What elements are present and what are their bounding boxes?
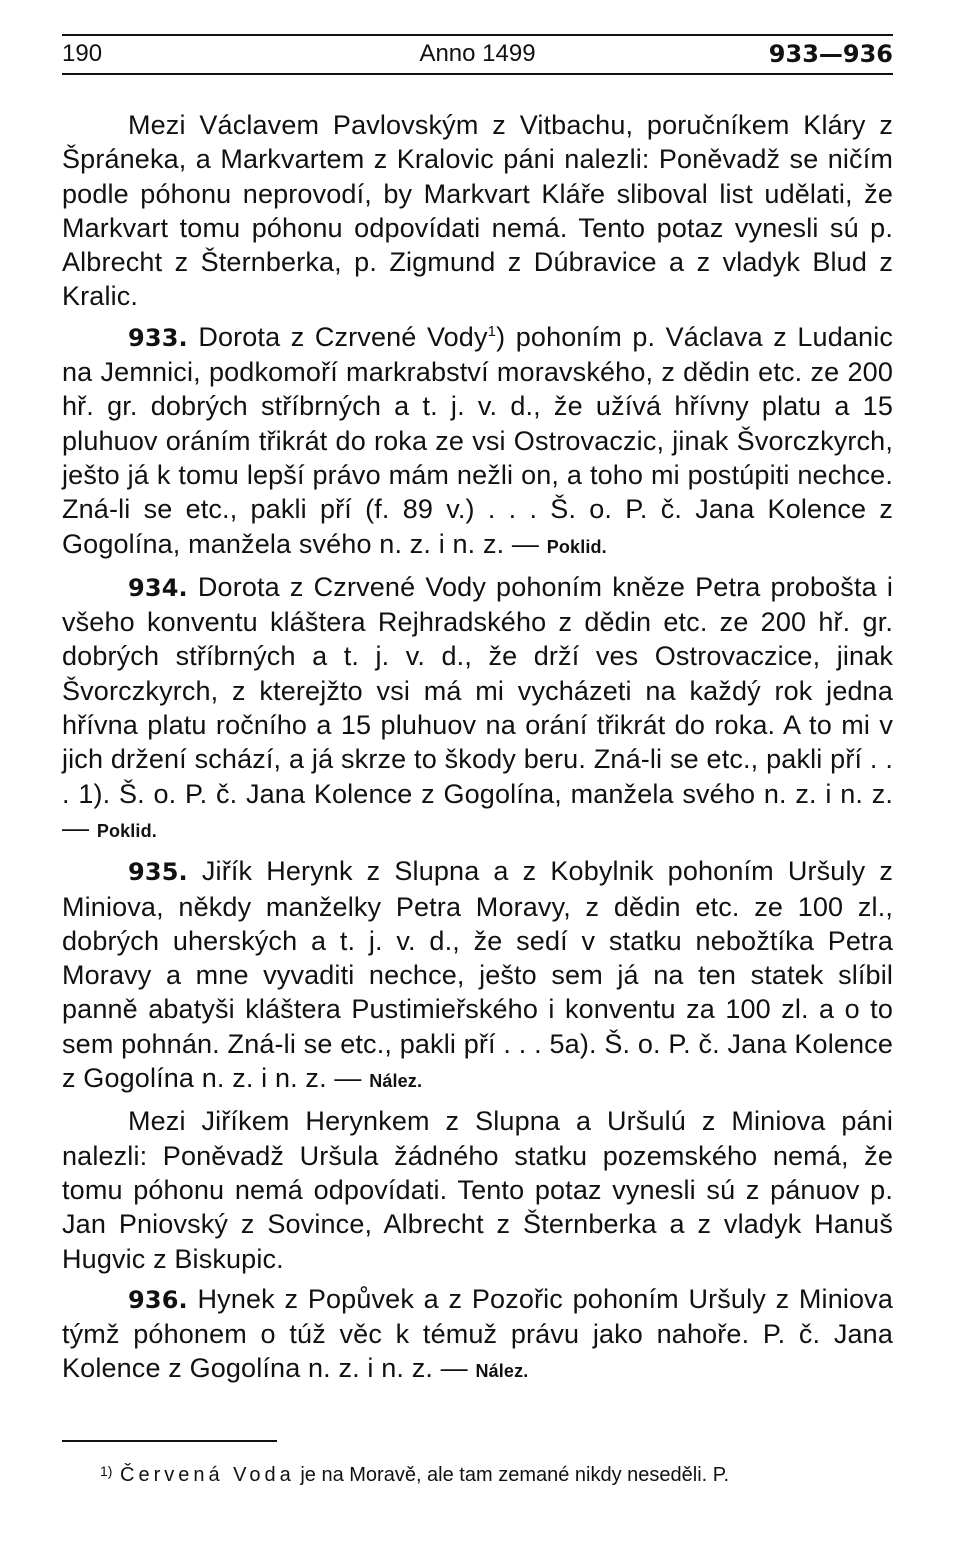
- entry-verdict: Poklid.: [546, 536, 607, 557]
- entry-933: [62, 320, 893, 564]
- entry-verdict: Poklid.: [96, 820, 157, 841]
- entry-verdict: Nález.: [475, 1361, 529, 1382]
- entry-range: 933—936: [768, 40, 893, 68]
- footnote-reference: 1: [487, 322, 497, 340]
- entry-text: Hynek z Popůvek a z Pozořic pohoním Uršuly z Miniova týmž póhonem o túž věc k témuž právu jako nahoře. P. č. Jana Kolence z Gogolína n. z. i n. z. —: [62, 1283, 893, 1384]
- page-number: 190: [62, 40, 103, 67]
- footnote-rule: [62, 1440, 277, 1442]
- footnote-mark: 1): [100, 1463, 113, 1479]
- entry-934: [62, 570, 893, 848]
- entry-verdict: Nález.: [369, 1071, 423, 1092]
- entry-text-continued: ) pohoním p. Václava z Ludanic na Jemnici, podkomoří markrabství moravského, z dědin etc. ze 200 hř. gr. dobrých stříbrných a t. j. v. d., že užívá hřívny platu a 15 pluhuov oráním třikrát do roka ze vsi Ostrovaczic, jinak Švorczkyrch, ješto já k tomu lepší právo mám nežli on, a toho mi postúpiti nechce. Zná-li se etc., pakli pří (f. 89 v.) . . . Š. o. P. č. Jana Kolence z Gogolína, manžela svého n. z. i n. z. —: [62, 321, 893, 559]
- paragraph-935-ruling: Mezi Jiříkem Herynkem z Slupna a Uršulú z Miniova páni nalezli: Poněvadž Uršula žádného statku pozemského nemá, že tomu póhonu nemá odpovídati. Tento potaz vynesli sú z pánuov p. Jan Pniovský z Sovince, Albrecht z Šternberka a z vladyk Hanuš Hugvic z Biskupic.: [62, 1106, 893, 1274]
- entry-936: [62, 1282, 893, 1389]
- entry-number: 933.: [128, 323, 188, 352]
- entry-number: 936.: [128, 1285, 188, 1314]
- entry-number: 935.: [128, 858, 188, 887]
- header-top-rule: [62, 34, 893, 36]
- entry-number: 934.: [128, 573, 188, 602]
- running-header: [62, 40, 893, 70]
- entry-text: Dorota z Czrvené Vody pohoním kněze Petra probošta i všeho konventu kláštera Rejhradského z dědin etc. ze 200 hř. gr. dobrých stříbrných a t. j. v. d., že drží ves Ostrovaczice, jinak Švorczkyrch, z kterejžto vsi má mi vycházeti na každý rok jedna hřívna platu ročního a 15 pluhuov na orání třikrát do roka. A to mi v jich držení schází, a já skrze to škody beru. Zná-li se etc., pakli pří . . . 1). Š. o. P. č. Jana Kolence z Gogolína, manžela svého n. z. i n. z. —: [62, 571, 893, 843]
- header-bottom-rule: [62, 73, 893, 75]
- running-title: Anno 1499: [419, 40, 536, 67]
- paragraph-intro-ruling: Mezi Václavem Pavlovským z Vitbachu, poručníkem Kláry z Špráneka, a Markvartem z Kralovic páni nalezli: Poněvadž se ničím podle póhonu neprovodí, by Markvart Kláře sliboval list udělati, že Markvart tomu póhonu odpovídati nemá. Tento potaz vynesli sú p. Albrecht z Šternberka, p. Zigmund z Dúbravice a z vladyk Blud z Kralic.: [62, 110, 893, 312]
- footnote: [100, 1462, 900, 1488]
- footnote-spaced-term: Červená Voda: [120, 1464, 295, 1486]
- entry-text: Dorota z Czrvené Vody: [187, 321, 488, 352]
- footnote-text: je na Moravě, ale tam zemané nikdy neseděli. P.: [294, 1464, 730, 1486]
- entry-935: [62, 854, 893, 1098]
- page-body: [62, 108, 893, 1395]
- entry-text: Jiřík Herynk z Slupna a z Kobylnik pohoním Uršuly z Miniova, někdy manželky Petra Moravy, z dědin etc. ze 100 zl., dobrých uherských a t. j. v. d., že sedí v statku nebožtíka Petra Moravy a mne vyvaditi nechce, ješto sem já na ten statek slíbil panně abatyši kláštera Pustimieřského i konventu za 100 zl. a o to sem pohnán. Zná-li se etc., pakli pří . . . 5a). Š. o. P. č. Jana Kolence z Gogolína n. z. i n. z. —: [62, 856, 893, 1094]
